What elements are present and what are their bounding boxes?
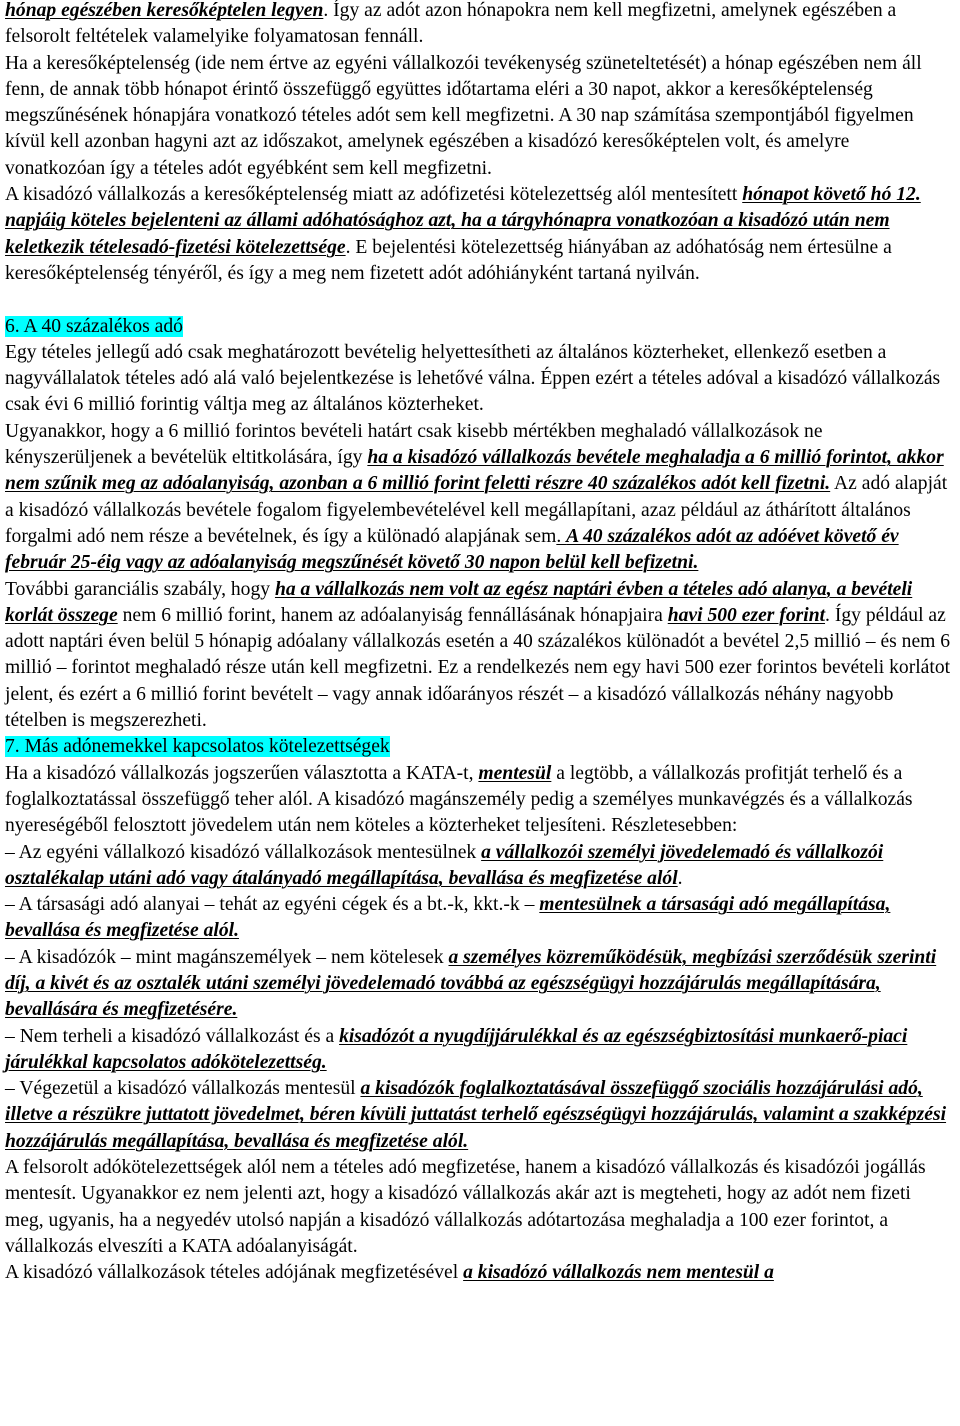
blank-line <box>5 287 953 313</box>
text: . Így például az adott naptári éven belül 5 hónapig adóalany vállalkozás esetén a 40 százalékos különadót a bevétel 2,5 millió – és nem 6 millió – forintot meghaladó része után kell megfizetni. Ez a rendelkezés nem egy havi 500 ezer forintos bevételi korlátot jelent, és ezért a 6 millió forint bevételt – vagy annak időarányos részét – a kisadózó vállalkozás néhány nagyobb tételben is megszerezheti. <box>5 604 951 732</box>
paragraph-6 <box>5 577 953 735</box>
section-number: 7. <box>5 736 20 758</box>
emphasis: kisadózót a nyugdíjjárulékkal és az egészségbiztosítási munkaerő-piaci járulékkal kapcsolatos adókötelezettség. <box>5 1025 908 1073</box>
text: – Végezetül a kisadózó vállalkozás mentesül <box>5 1078 361 1100</box>
paragraph-5 <box>5 419 953 577</box>
paragraph-1 <box>5 0 953 51</box>
paragraph-4 <box>5 340 953 419</box>
paragraph-3 <box>5 182 953 287</box>
text: – A kisadózók – mint magánszemélyek – nem kötelesek <box>5 946 449 968</box>
paragraph-7 <box>5 761 953 840</box>
emphasis: havi 500 ezer forint <box>667 604 826 626</box>
emphasis: a személyes közreműködésük, megbízási szerződésük szerinti díj, a kivét és az osztalék utáni személyi jövedelemadó továbbá az egészségügyi hozzájárulás megállapítására, bevallására és megfizetésére. <box>5 946 937 1021</box>
text: nem 6 millió forint, hanem az adóalanyiság fennállásának hónapjaira <box>117 604 668 626</box>
paragraph-2 <box>5 51 953 182</box>
emphasis: mentesül <box>478 762 552 784</box>
text: További garanciális szabály, hogy <box>5 578 275 600</box>
bullet-2 <box>5 892 953 945</box>
text: Az adó alapját a kisadózó vállalkozás bevétele fogalom figyelembevételével kell megállapítani, azaz például az áthárított általános forgalmi adó nem része a bevételnek, és így a különadó alapjának sem <box>5 473 948 547</box>
text: – A társasági adó alanyai – tehát az egyéni cégek és a bt.-k, kkt.-k – <box>5 894 540 916</box>
bullet-3 <box>5 945 953 1024</box>
section-number: 6. <box>5 315 20 337</box>
section-heading-7 <box>5 734 953 760</box>
emphasis: hónapot követő hó 12. <box>742 184 921 206</box>
text: – Nem terheli a kisadózó vállalkozást és a <box>5 1025 340 1047</box>
emphasis: a kisadózó vállalkozás nem mentesül a <box>463 1262 774 1284</box>
text: A felsorolt adókötelezettségek alól nem a tételes adó megfizetése, hanem a kisadózó vállalkozás és kisadózói jogállás mentesít. Ugyanakkor ez nem jelenti azt, hogy a kisadózó vállalkozás akár azt is megteheti, hogy az adót nem fizeti meg, ugyanis, ha a negyedév utolsó napján a kisadózó vállalkozás adótartozása meghaladja a 100 ezer forintot, a vállalkozás elveszíti a KATA adóalanyiságát. <box>5 1157 926 1257</box>
text: Ha a kisadózó vállalkozás jogszerűen választotta a KATA-t, <box>5 762 479 784</box>
text: A kisadózó vállalkozások tételes adójának megfizetésével <box>5 1262 464 1284</box>
bullet-1 <box>5 840 953 893</box>
text: Ugyanakkor, hogy a 6 millió forintos bevételi határt csak kisebb mértékben meghaladó vállalkozások ne kényszerüljenek a bevételük eltitkolására, így <box>5 420 823 469</box>
text: . E bejelentési kötelezettség hiányában az adóhatóság nem értesülne a keresőképtelenség tényéről, és így a meg nem fizetett adót adóhiányként tartaná nyilván. <box>5 236 892 284</box>
section-title: A 40 százalékos adó <box>23 315 183 337</box>
bullet-4 <box>5 1024 953 1077</box>
bullet-5 <box>5 1076 953 1155</box>
text: A kisadózó vállalkozás a keresőképtelenség miatt az adófizetési kötelezettség alól mentesített <box>5 184 743 206</box>
text: Ha a keresőképtelenség (ide nem értve az egyéni vállalkozói tevékenység szüneteltetését) a hónap egészében nem áll fenn, de annak több hónapot érintő összefüggő együttes időtartama eléri a 30 napot, akkor a keresőképtelenség megszűnésének hónapjára vonatkozó tételes adót sem kell megfizetni. A 30 nap számítása szempontjából figyelmen kívül kell azonban hagyni azt az időszakot, amelynek egészében a kisadózó keresőképtelen volt, és amelyre vonatkozóan így a tételes adót egyébként sem kell megfizetni. <box>5 52 922 179</box>
text: – Az egyéni vállalkozó kisadózó vállalkozások mentesülnek <box>5 841 482 863</box>
section-heading-6 <box>5 314 953 340</box>
text: . <box>556 525 567 547</box>
emphasis: ha a vállalkozás nem volt az egész naptári évben a tételes adó alanya, a bevételi korlát összege <box>5 578 913 626</box>
emphasis: napjáig köteles bejelenteni az állami adóhatósághoz azt, ha a tárgyhónapra vonatkozóan a kisadózó után nem keletkezik tételesadó-fizetési kötelezettsége <box>5 210 890 258</box>
text: . Így az adót azon hónapokra nem kell megfizetni, amelynek egészében a felsorolt feltételek valamelyike folyamatosan fennáll. <box>5 0 897 48</box>
text: . <box>677 867 683 889</box>
emphasis: a kisadózók foglalkoztatásával összefüggő szociális hozzájárulási adó, illetve a részükre juttatott jövedelmet, béren kívüli juttatást terhelő egészségügyi hozzájárulás, valamint a szakképzési hozzájárulás megállapítása, bevallása és megfizetése alól. <box>5 1078 947 1152</box>
emphasis: hónap egészében keresőképtelen legyen <box>5 0 324 21</box>
emphasis: ha a kisadózó vállalkozás bevétele meghaladja a 6 millió forintot, akkor nem szűnik meg az adóalanyiság, azonban a 6 millió forint feletti részre 40 százalékos adót kell fizetni. <box>5 447 944 495</box>
text: Egy tételes jellegű adó csak meghatározott bevételig helyettesítheti az általános közterheket, ellenkező esetben a nagyvállalatok tételes adó alá való bejelentkezése is lehetővé válna. Éppen ezért a tételes adóval a kisadózó vállalkozás csak évi 6 millió forintig váltja meg az általános közterheket. <box>5 341 941 416</box>
text: a legtöbb, a vállalkozás profitját terhelő és a foglalkoztatással összefüggő teher alól. A kisadózó magánszemély pedig a személyes munkavégzés és a vállalkozás nyereségéből felosztott jövedelem után nem köteles a közterheket teljesíteni. Részletesebben: <box>5 762 913 837</box>
paragraph-8 <box>5 1155 953 1260</box>
paragraph-9 <box>5 1260 953 1286</box>
emphasis: mentesülnek a társasági adó megállapítása, bevallása és megfizetése alól. <box>5 894 891 942</box>
section-title: Más adónemekkel kapcsolatos kötelezettségek <box>24 736 390 758</box>
emphasis: A 40 százalékos adót az adóévet követő év február 25-éig vagy az adóalanyiság megszűnését követő 30 napon belül kell befizetni. <box>5 525 899 574</box>
emphasis: a vállalkozói személyi jövedelemadó és vállalkozói osztalékalap utáni adó vagy átalányadó megállapítása, bevallása és megfizetése alól <box>5 841 884 889</box>
document-page <box>5 0 953 1287</box>
